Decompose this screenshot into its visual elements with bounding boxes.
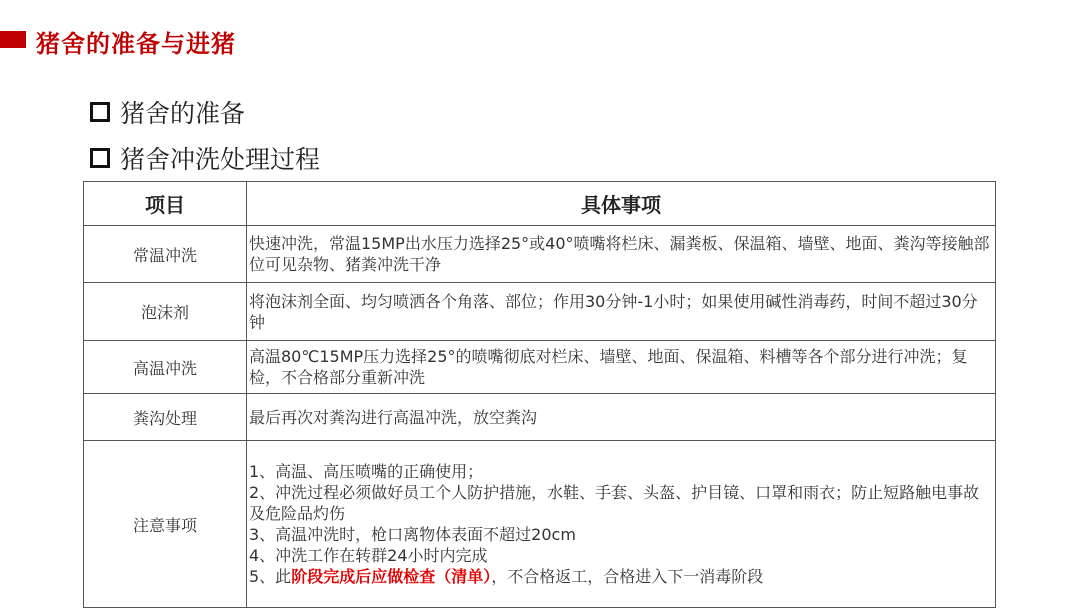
bullet-label: 猪舍冲洗处理过程	[120, 145, 321, 174]
row-desc: 高温80℃15MP压力选择25°的喷嘴彻底对栏床、墙壁、地面、保温箱、料槽等各个部分进行冲洗；复检，不合格部分重新冲洗	[247, 341, 996, 394]
header-item: 项目	[84, 182, 247, 226]
table-row	[84, 394, 996, 441]
table-row	[84, 283, 996, 341]
row-desc: 将泡沫剂全面、均匀喷洒各个角落、部位；作用30分钟-1小时；如果使用碱性消毒药，时间不超过30分钟	[247, 283, 996, 341]
square-bullet-icon	[90, 148, 110, 168]
bullet-label: 猪舍的准备	[120, 99, 246, 128]
table-row	[84, 341, 996, 394]
note5-highlight: 阶段完成后应做检查（清单）	[291, 567, 492, 586]
row-desc: 快速冲洗，常温15MP出水压力选择25°或40°喷嘴将栏床、漏粪板、保温箱、墙壁、地面、粪沟等接触部位可见杂物、猪粪冲洗干净	[247, 226, 996, 283]
note5-prefix: 5、此	[249, 567, 292, 586]
table-header-row	[84, 182, 996, 226]
table-row	[84, 226, 996, 283]
page-title: 猪舍的准备与进猪	[36, 30, 236, 58]
note-line: 1、高温、高压喷嘴的正确使用；	[249, 462, 484, 481]
row-name: 注意事项	[84, 441, 247, 608]
header-details: 具体事项	[247, 182, 996, 226]
note-line-5	[249, 566, 991, 587]
row-name: 粪沟处理	[84, 394, 247, 441]
row-name: 常温冲洗	[84, 226, 247, 283]
table-row	[84, 441, 996, 608]
row-name: 泡沫剂	[84, 283, 247, 341]
note-line: 4、冲洗工作在转群24小时内完成	[249, 546, 488, 565]
square-bullet-icon	[90, 102, 110, 122]
title-accent-bar	[0, 31, 26, 48]
row-desc: 最后再次对粪沟进行高温冲洗，放空粪沟	[247, 394, 996, 441]
note5-suffix: ，不合格返工，合格进入下一消毒阶段	[491, 567, 764, 586]
note-line: 2、冲洗过程必须做好员工个人防护措施，水鞋、手套、头盔、护目镜、口罩和雨衣；防止短路触电事故及危险品灼伤	[249, 483, 980, 523]
note-line: 3、高温冲洗时，枪口离物体表面不超过20cm	[249, 525, 576, 544]
row-notes	[247, 441, 996, 608]
procedure-table	[83, 181, 996, 608]
bullet-item-2	[90, 140, 320, 176]
row-name: 高温冲洗	[84, 341, 247, 394]
bullet-item-1	[90, 94, 245, 130]
